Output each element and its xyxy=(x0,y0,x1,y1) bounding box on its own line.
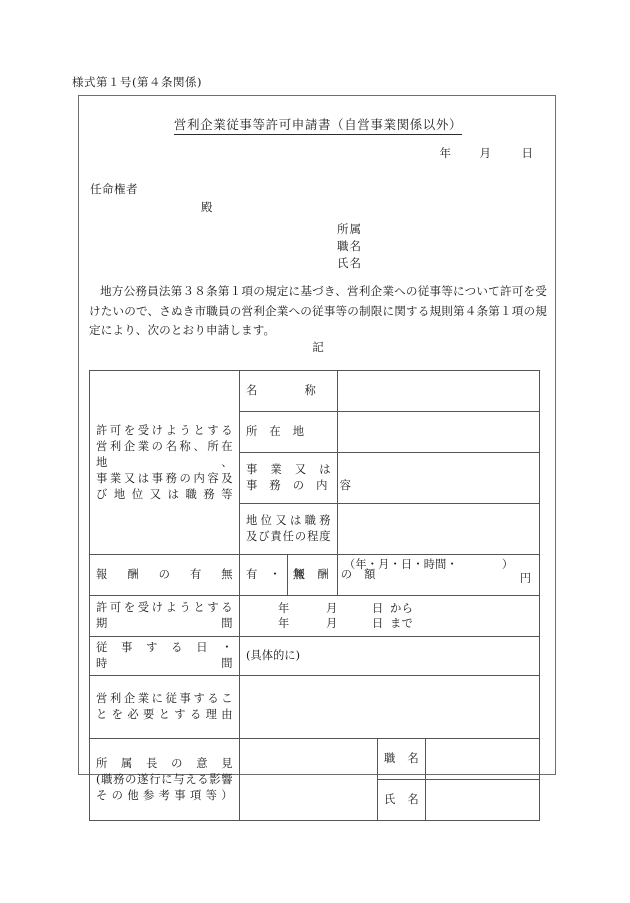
period-to-month: 月 xyxy=(326,617,338,630)
table-row xyxy=(90,739,540,780)
applicant-identity-block xyxy=(337,221,362,272)
remuneration-label: 報 酬 の 有 無 xyxy=(90,555,240,596)
remuneration-amount-label: 報 酬 の 額 xyxy=(288,555,338,596)
enterprise-address-label: 所 在 地 xyxy=(240,412,338,453)
table-row xyxy=(90,637,540,676)
page-title: 営利企業従事等許可申請書（自営事業関係以外） xyxy=(174,115,462,135)
form-number-label: 様式第１号(第４条関係) xyxy=(72,75,202,89)
enterprise-label-line-3: 事業又は事務の内容及 xyxy=(96,471,233,485)
ki-marker: 記 xyxy=(312,340,324,354)
enterprise-section-label xyxy=(90,371,240,555)
enterprise-position-label-line-1: 地位又は職務 xyxy=(246,514,331,527)
period-to-year: 年 xyxy=(278,617,290,630)
period-from-month: 月 xyxy=(326,602,338,615)
remuneration-unit-note: （年・月・日・時間・ xyxy=(344,558,458,571)
enterprise-business-label-line-1: 事 業 又 は xyxy=(246,463,331,476)
date-day-label: 日 xyxy=(521,146,533,160)
date-year-label: 年 xyxy=(439,146,451,160)
enterprise-position-label-line-2: 及び責任の程度 xyxy=(246,530,331,543)
enterprise-position-value[interactable] xyxy=(338,504,540,555)
body-paragraph: 地方公務員法第３８条第１項の規定に基づき、営利企業への従事等について許可を受けたいので、さぬき市職員の営利企業への従事等の制限に関する規則第４条第１項の規定により、次のとおり申請します。 xyxy=(89,284,547,337)
supervisor-name-label: 氏 名 xyxy=(378,780,426,821)
reason-label-line-2: とを必要とする理由 xyxy=(96,708,233,721)
remuneration-paren-close: ） xyxy=(501,558,514,571)
reason-label xyxy=(90,676,240,739)
reason-label-line-1: 営利企業に従事するこ xyxy=(96,692,233,705)
table-row xyxy=(90,555,540,596)
enterprise-business-label-line-2: 事 務 の 内 容 xyxy=(246,479,352,492)
enterprise-label-line-1: 許可を受けようとする xyxy=(96,423,233,437)
enterprise-business-label xyxy=(240,453,352,504)
date-line xyxy=(440,145,534,161)
reason-value[interactable] xyxy=(240,676,540,739)
supervisor-label-line-3: その他参考事項等） xyxy=(96,788,233,802)
applicant-affiliation-label: 所属 xyxy=(337,222,362,236)
table-row xyxy=(90,371,540,412)
enterprise-name-value[interactable] xyxy=(338,371,540,412)
period-to-line xyxy=(240,616,539,631)
period-label xyxy=(90,596,240,637)
remuneration-currency-label: 円 xyxy=(519,572,532,585)
period-to-day: 日 xyxy=(372,617,384,630)
period-value[interactable] xyxy=(240,596,540,637)
application-table xyxy=(89,370,540,821)
addressee-label: 任命権者 xyxy=(90,182,138,196)
supervisor-name-value[interactable] xyxy=(426,780,540,821)
table-row xyxy=(90,676,540,739)
title-container xyxy=(79,114,557,135)
period-from-day: 日 xyxy=(372,602,384,615)
supervisor-opinion-value[interactable] xyxy=(240,739,378,821)
period-from-line xyxy=(240,601,539,616)
supervisor-position-value[interactable] xyxy=(426,739,540,780)
enterprise-label-line-4: び地位又は職務等 xyxy=(96,487,233,501)
remuneration-amount-value[interactable] xyxy=(338,555,540,596)
period-from-suffix: から xyxy=(390,602,414,615)
supervisor-position-label: 職 名 xyxy=(378,739,426,780)
enterprise-business-value[interactable] xyxy=(338,453,540,504)
period-label-line-1: 許可を受けようとする xyxy=(96,601,233,614)
enterprise-name-label: 名 称 xyxy=(240,371,338,412)
workdays-label: 従 事 す る 日 ・ 時 間 xyxy=(90,637,240,676)
workdays-value[interactable]: (具体的に) xyxy=(240,637,540,676)
supervisor-label-line-1: 所 属 長 の 意 見 xyxy=(96,756,233,770)
enterprise-label-line-2: 営利企業の名称、所在地、 xyxy=(96,439,233,469)
enterprise-position-label xyxy=(240,504,338,555)
enterprise-address-value[interactable] xyxy=(338,412,540,453)
table-row xyxy=(90,596,540,637)
page-frame xyxy=(78,95,556,806)
date-month-label: 月 xyxy=(479,146,491,160)
applicant-position-label: 職名 xyxy=(337,239,362,253)
supervisor-label xyxy=(90,739,240,821)
remuneration-choice[interactable]: 有 ・ 無 xyxy=(240,555,288,596)
period-to-suffix: まで xyxy=(390,617,414,630)
period-label-line-2: 期 間 xyxy=(96,617,233,630)
applicant-name-label: 氏名 xyxy=(337,256,362,270)
period-from-year: 年 xyxy=(278,602,290,615)
supervisor-label-line-2: (職務の遂行に与える影響 xyxy=(96,772,233,786)
addressee-honorific: 殿 xyxy=(201,200,213,214)
